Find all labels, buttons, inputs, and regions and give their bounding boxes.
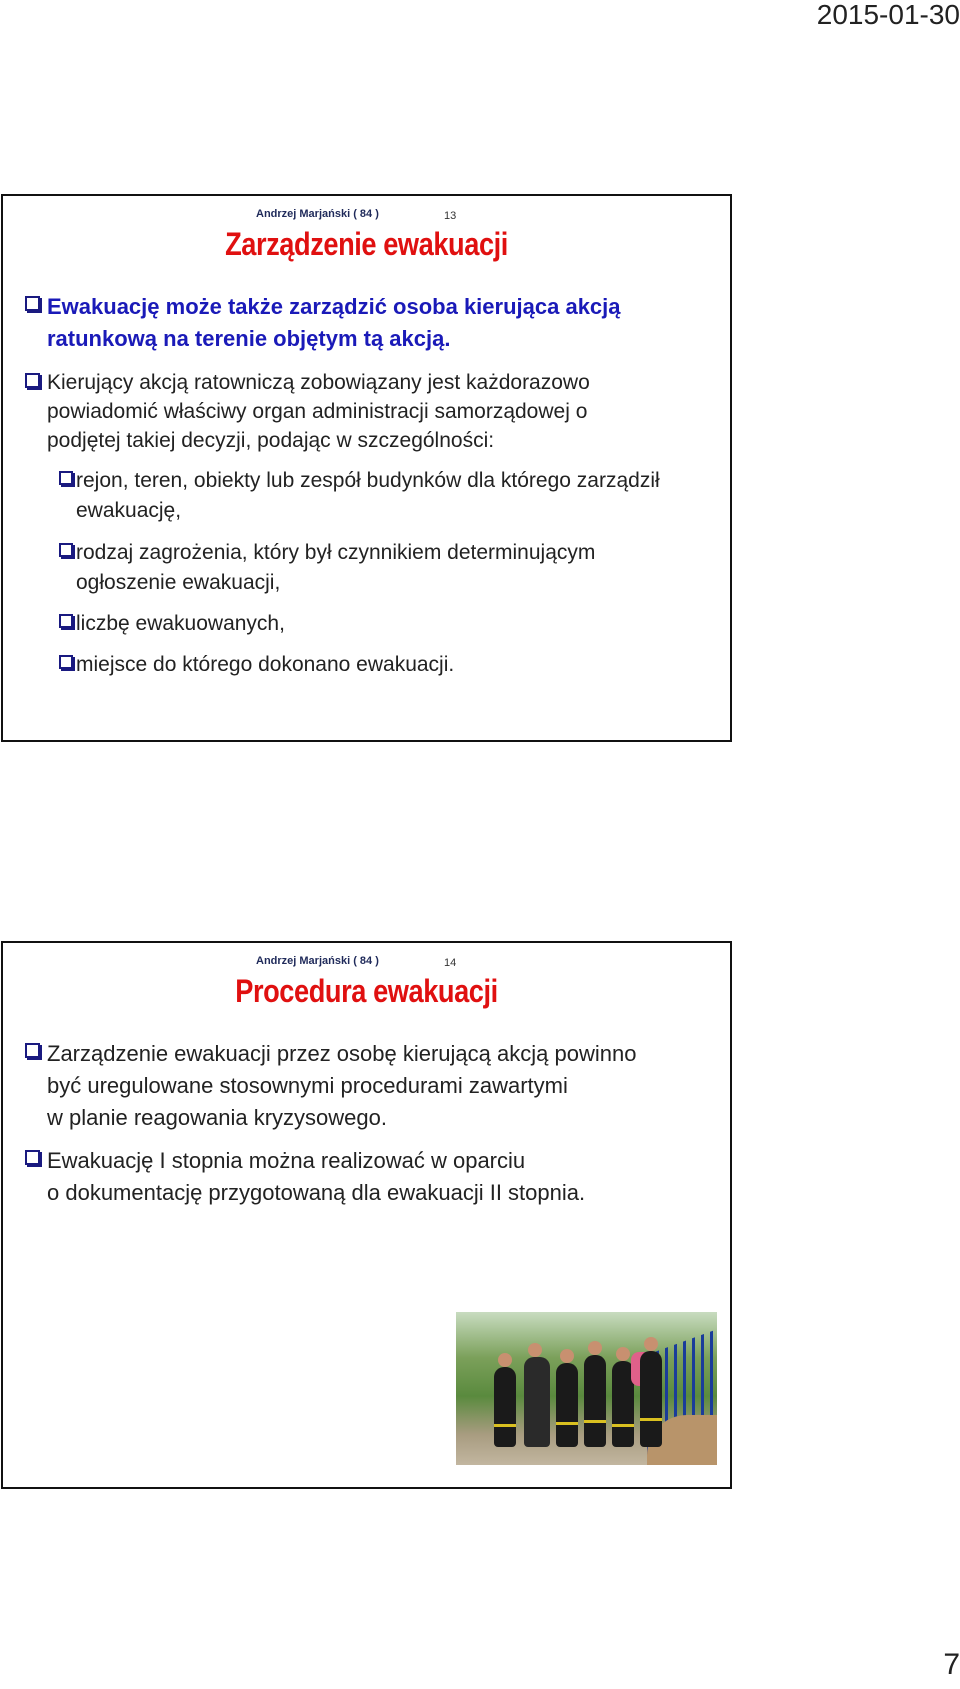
page-number: 7 [943, 1648, 960, 1681]
checkbox-bullet-icon [25, 373, 40, 388]
person-shape [494, 1367, 516, 1447]
page-date: 2015-01-30 [816, 0, 960, 30]
slide-number: 13 [444, 210, 457, 222]
bullet-item [25, 368, 590, 455]
slide-author: Andrzej Marjański ( 84 ) [256, 955, 379, 967]
evacuation-photo [456, 1312, 717, 1465]
person-shape [640, 1351, 662, 1447]
slide-header [256, 955, 457, 969]
sub-bullet-text: rejon, teren, obiekty lub zespół budynków dla którego zarządził ewakuację, [76, 469, 660, 522]
checkbox-bullet-icon [59, 614, 73, 628]
bullet-text: Ewakuację I stopnia można realizować w oparciu o dokumentację przygotowaną dla ewakuacji II stopnia. [47, 1148, 586, 1205]
sub-bullet-item [59, 609, 285, 639]
bullet-text: Kierujący akcją ratowniczą zobowiązany jest każdorazowo powiadomić właściwy organ administracji samorządowej o podjętej takiej decyzji, podając w szczególności: [47, 371, 590, 452]
bullet-item [25, 291, 621, 355]
checkbox-bullet-icon [25, 1150, 40, 1165]
checkbox-bullet-icon [59, 543, 73, 557]
slide-number: 14 [444, 957, 457, 969]
slide-title: Zarządzenie ewakuacji [225, 226, 508, 262]
slide-author: Andrzej Marjański ( 84 ) [256, 208, 379, 220]
sub-bullet-item [59, 538, 595, 598]
slide-header [256, 208, 457, 222]
checkbox-bullet-icon [25, 296, 40, 311]
slide-14 [1, 941, 732, 1489]
sub-bullet-item [59, 650, 454, 680]
person-shape [556, 1363, 578, 1447]
bullet-item [25, 1038, 636, 1134]
checkbox-bullet-icon [59, 471, 73, 485]
sub-bullet-text: liczbę ewakuowanych, [76, 612, 285, 635]
person-shape [584, 1355, 606, 1447]
slide-13 [1, 194, 732, 742]
bullet-text: Ewakuację może także zarządzić osoba kierująca akcją ratunkową na terenie objętym tą akcją. [47, 294, 621, 351]
bullet-text: Zarządzenie ewakuacji przez osobę kierującą akcją powinno być uregulowane stosownymi procedurami zawartymi w planie reagowania kryzysowego. [47, 1041, 637, 1130]
person-shape [524, 1357, 550, 1447]
bullet-item [25, 1145, 585, 1209]
slide-title: Procedura ewakuacji [235, 973, 498, 1009]
sub-bullet-item [59, 466, 660, 526]
sub-bullet-text: miejsce do którego dokonano ewakuacji. [76, 653, 455, 676]
checkbox-bullet-icon [25, 1043, 40, 1058]
checkbox-bullet-icon [59, 655, 73, 669]
sub-bullet-text: rodzaj zagrożenia, który był czynnikiem determinującym ogłoszenie ewakuacji, [76, 541, 596, 594]
